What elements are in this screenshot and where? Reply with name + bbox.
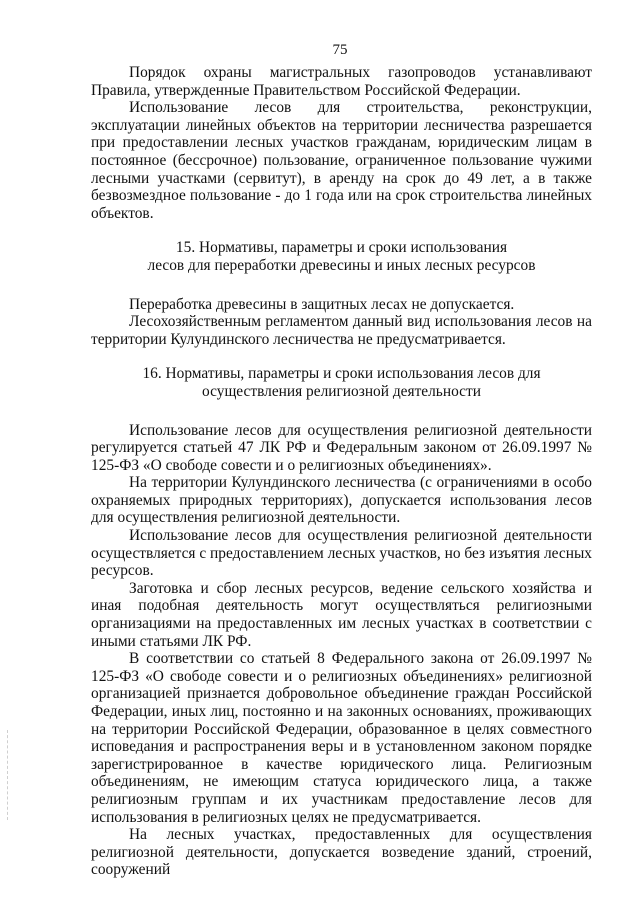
- paragraph: В соответствии со статьей 8 Федерального закона от 26.09.1997 № 125-ФЗ «О свободе совести и о религиозных объединениях» религиозной организацией признается добровольное объединение граждан Российской Федерации, иных лиц, постоянно и на законных основаниях, проживающих на территории Российской Федерации, образованное в целях совместного исповедания и распространения веры и в установленном законом порядке зарегистрированное в качестве юридического лица. Религиозным объединениям, не имеющим статуса юридического лица, а также религиозным группам и их участникам предоставление лесов для использования в религиозных целях не предусматривается.: [91, 650, 592, 826]
- paragraph: На лесных участках, предоставленных для осуществления религиозной деятельности, допускается возведение зданий, строений, сооружений: [91, 826, 592, 879]
- document-body: [91, 64, 592, 879]
- paragraph: Использование лесов для строительства, реконструкции, эксплуатации линейных объектов на территории лесничества разрешается при предоставлении лесных участков гражданам, юридическим лицам в постоянное (бессрочное) пользование, ограниченное пользование чужими лесными участками (сервитут), в аренду на срок до 49 лет, а в также безвозмездное пользование - до 1 года или на срок строительства линейных объектов.: [91, 99, 592, 222]
- section-heading: осуществления религиозной деятельности: [202, 382, 481, 400]
- paragraph: Порядок охраны магистральных газопроводов устанавливают Правила, утвержденные Правительством Российской Федерации.: [91, 64, 592, 99]
- scan-margin-marks: [7, 730, 10, 820]
- page-number: 75: [332, 42, 348, 58]
- paragraph: На территории Кулундинского лесничества (с ограничениями в особо охраняемых природных территориях), допускается использования лесов для осуществления религиозной деятельности.: [91, 474, 592, 527]
- section-heading: лесов для переработки древесины и иных лесных ресурсов: [147, 256, 536, 274]
- paragraph: Переработка древесины в защитных лесах не допускается.: [129, 295, 515, 313]
- section-heading: 16. Нормативы, параметры и сроки использования лесов для: [142, 365, 541, 383]
- paragraph: Заготовка и сбор лесных ресурсов, ведение сельского хозяйства и иная подобная деятельность могут осуществляться религиозными организациями на предоставленных им лесных участках в соответствии с иными статьями ЛК РФ.: [91, 579, 592, 650]
- section-heading: 15. Нормативы, параметры и сроки использования: [175, 239, 508, 257]
- paragraph: Использование лесов для осуществления религиозной деятельности осуществляется с предоставлением лесных участков, но без изъятия лесных ресурсов.: [91, 527, 592, 580]
- paragraph: Лесохозяйственным регламентом данный вид использования лесов на территории Кулундинского лесничества не предусматривается.: [91, 313, 592, 348]
- paragraph: Использование лесов для осуществления религиозной деятельности регулируется статьей 47 ЛК РФ и Федеральным законом от 26.09.1997 № 125-ФЗ «О свободе совести и о религиозных объединениях».: [91, 421, 592, 474]
